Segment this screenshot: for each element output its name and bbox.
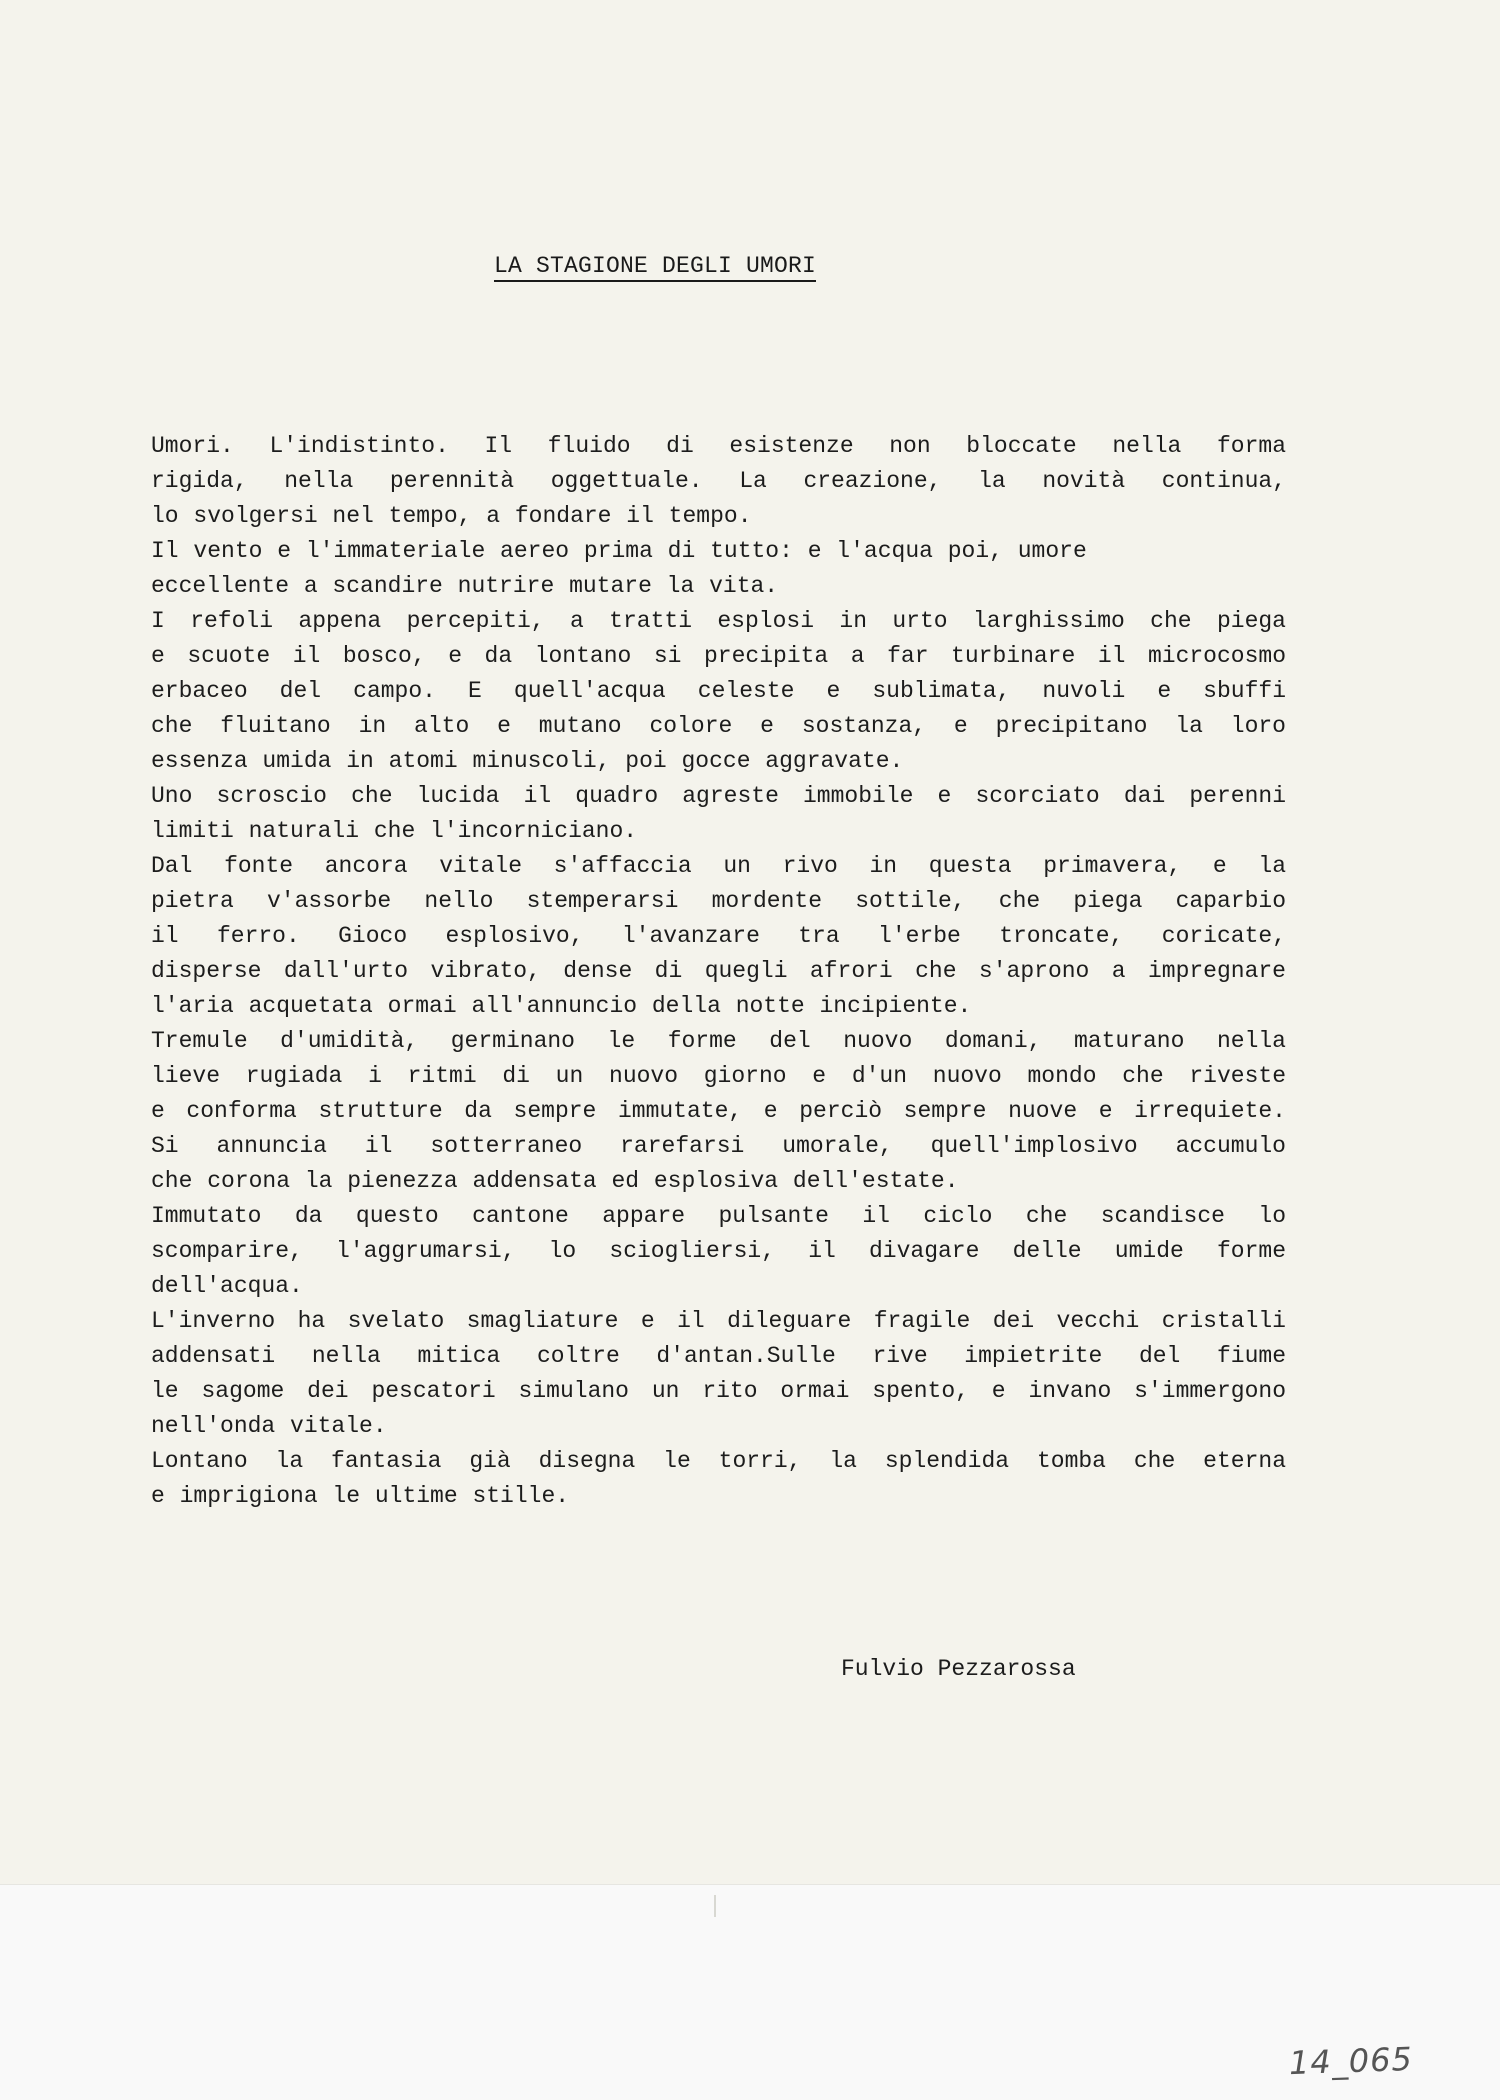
text-line: scomparire, l'aggrumarsi, lo sciogliersi, il divagare delle umide forme: [151, 1238, 1286, 1264]
text-line: disperse dall'urto vibrato, dense di quegli afrori che s'aprono a impregnare: [151, 958, 1286, 984]
text-line: il ferro. Gioco esplosivo, l'avanzare tra l'erbe troncate, coricate,: [151, 923, 1286, 949]
document-body: [151, 429, 1286, 1514]
text-line: Dal fonte ancora vitale s'affaccia un rivo in questa primavera, e la: [151, 853, 1286, 879]
text-line: Uno scroscio che lucida il quadro agreste immobile e scorciato dai perenni: [151, 783, 1286, 809]
text-line: pietra v'assorbe nello stemperarsi mordente sottile, che piega caparbio: [151, 888, 1286, 914]
text-line: Si annuncia il sotterraneo rarefarsi umorale, quell'implosivo accumulo: [151, 1133, 1286, 1159]
text-line: Umori. L'indistinto. Il fluido di esistenze non bloccate nella forma: [151, 433, 1286, 459]
text-line: addensati nella mitica coltre d'antan.Sulle rive impietrite del fiume: [151, 1343, 1286, 1369]
text-line: lo svolgersi nel tempo, a fondare il tempo.: [151, 503, 752, 529]
archive-number: 14_065: [1288, 2039, 1414, 2083]
text-line: e imprigiona le ultime stille.: [151, 1483, 570, 1509]
text-line: dell'acqua.: [151, 1273, 303, 1299]
text-line: L'inverno ha svelato smagliature e il dileguare fragile dei vecchi cristalli: [151, 1308, 1286, 1334]
text-line: che fluitano in alto e mutano colore e sostanza, e precipitano la loro: [151, 713, 1286, 739]
text-line: limiti naturali che l'incorniciano.: [151, 818, 638, 844]
document-title: LA STAGIONE DEGLI UMORI: [494, 253, 816, 282]
text-line: rigida, nella perennità oggettuale. La creazione, la novità continua,: [151, 468, 1286, 494]
text-line: e conforma strutture da sempre immutate, e perciò sempre nuove e irrequiete.: [151, 1098, 1286, 1124]
text-line: e scuote il bosco, e da lontano si precipita a far turbinare il microcosmo: [151, 643, 1286, 669]
text-line: Lontano la fantasia già disegna le torri, la splendida tomba che eterna: [151, 1448, 1286, 1474]
text-line: eccellente a scandire nutrire mutare la vita.: [151, 573, 779, 599]
scan-mark: [714, 1895, 716, 1917]
text-line: lieve rugiada i ritmi di un nuovo giorno e d'un nuovo mondo che riveste: [151, 1063, 1286, 1089]
text-line: che corona la pienezza addensata ed esplosiva dell'estate.: [151, 1168, 959, 1194]
text-line: erbaceo del campo. E quell'acqua celeste e sublimata, nuvoli e sbuffi: [151, 678, 1286, 704]
text-line: Il vento e l'immateriale aereo prima di tutto: e l'acqua poi, umore: [151, 538, 1087, 564]
scan-backing: [0, 1884, 1500, 2100]
author-signature: Fulvio Pezzarossa: [841, 1656, 1076, 1682]
text-line: Tremule d'umidità, germinano le forme del nuovo domani, maturano nella: [151, 1028, 1286, 1054]
text-line: I refoli appena percepiti, a tratti esplosi in urto larghissimo che piega: [151, 608, 1286, 634]
text-line: Immutato da questo cantone appare pulsante il ciclo che scandisce lo: [151, 1203, 1286, 1229]
text-line: le sagome dei pescatori simulano un rito ormai spento, e invano s'immergono: [151, 1378, 1286, 1404]
text-line: nell'onda vitale.: [151, 1413, 387, 1439]
text-line: essenza umida in atomi minuscoli, poi gocce aggravate.: [151, 748, 904, 774]
text-line: l'aria acquetata ormai all'annuncio della notte incipiente.: [151, 993, 972, 1019]
